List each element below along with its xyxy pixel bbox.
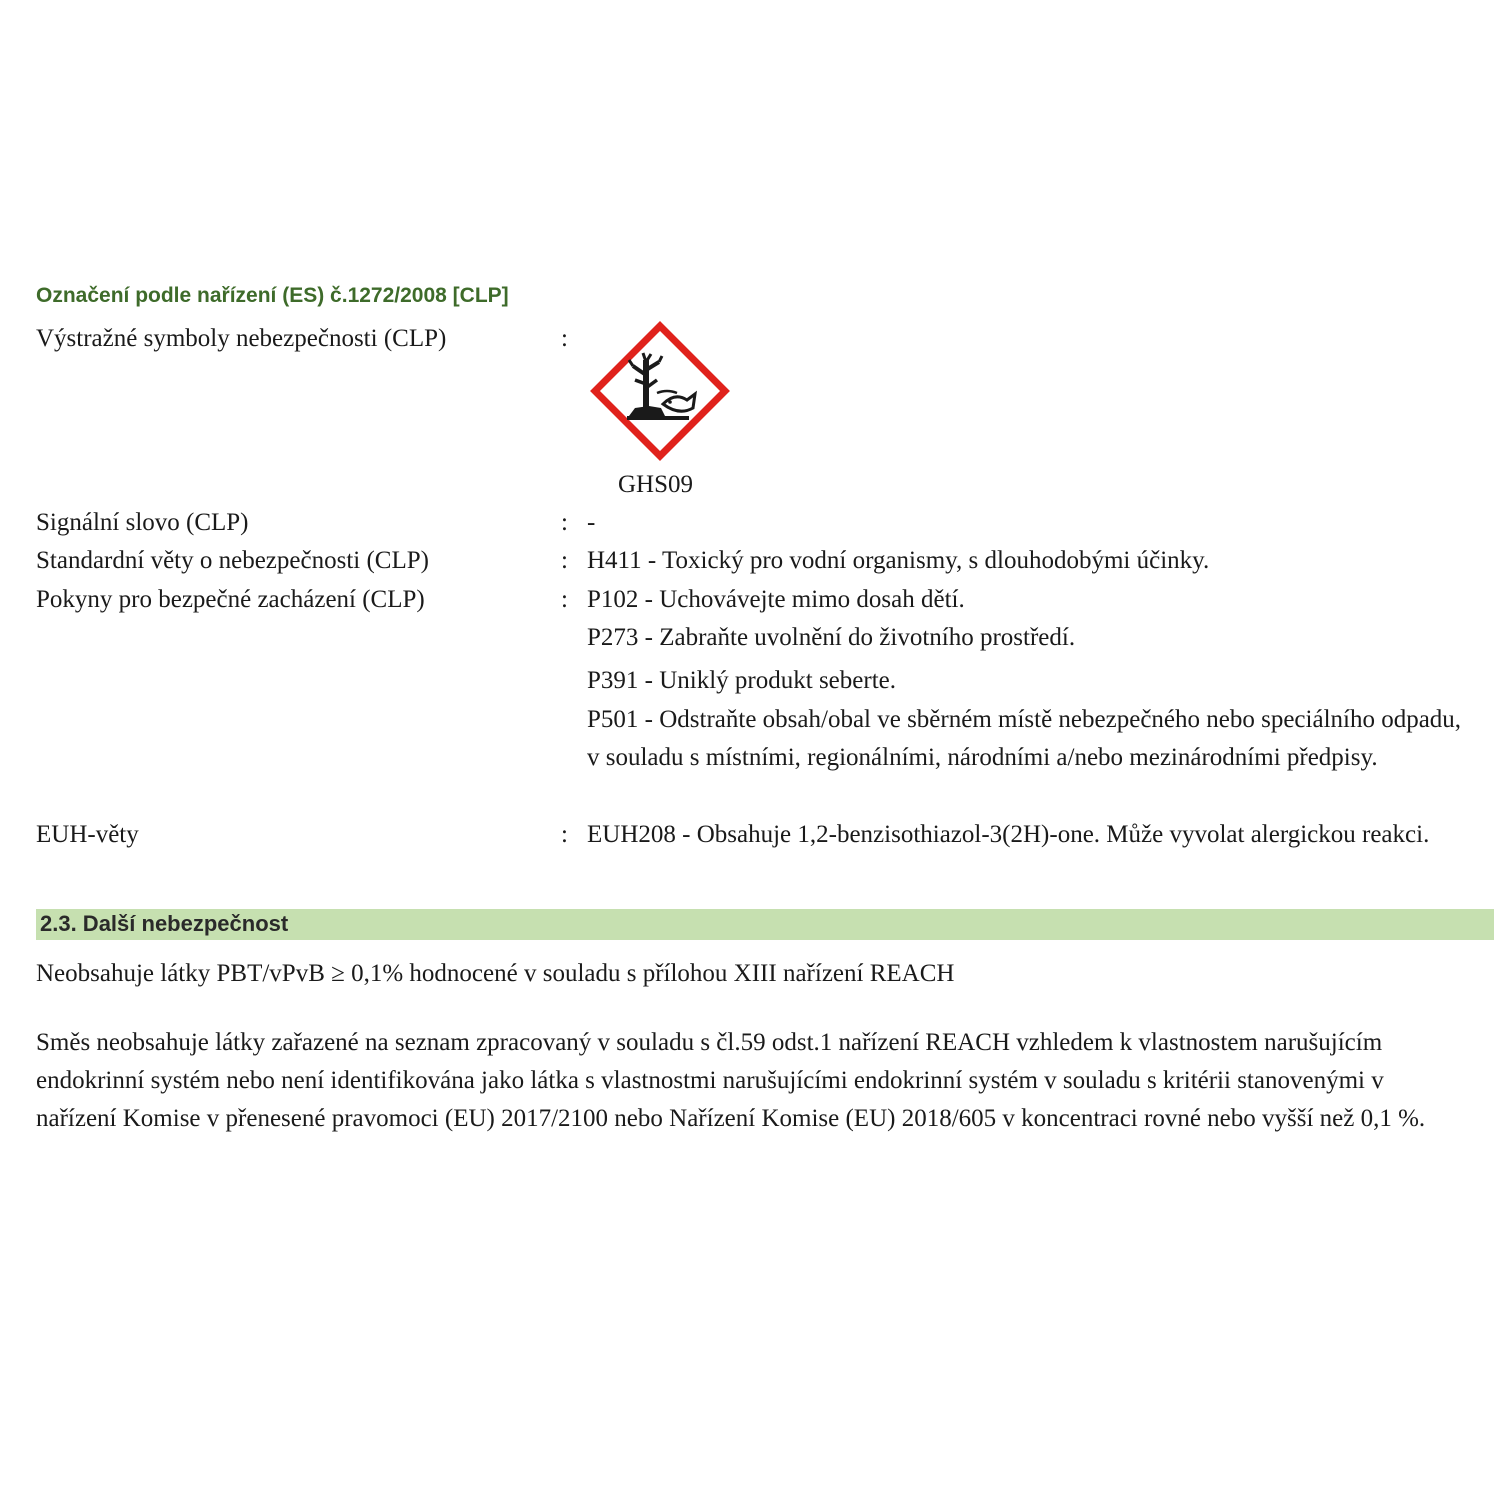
section-2-3-header: [36, 909, 1494, 940]
precautionary-statement-p102: P102 - Uchovávejte mimo dosah dětí.: [587, 586, 965, 613]
precautionary-statements-colon: :: [561, 586, 568, 613]
pictograms-label: Výstražné symboly nebezpečnosti (CLP): [36, 325, 447, 352]
hazard-statement-h411: H411 - Toxický pro vodní organismy, s dlouhodobými účinky.: [587, 547, 1210, 574]
clp-labeling-heading: Označení podle nařízení (ES) č.1272/2008 [CLP]: [36, 284, 509, 307]
signal-word-colon: :: [561, 509, 568, 536]
euh-statements-label: EUH-věty: [36, 821, 139, 848]
pictograms-colon: :: [561, 325, 568, 352]
precautionary-statement-p501: P501 - Odstraňte obsah/obal ve sběrném místě nebezpečného nebo speciálního odpadu, v souladu s místními, regionálními, národními a/nebo mezinárodními předpisy.: [587, 706, 1462, 771]
signal-word-value: -: [587, 509, 596, 536]
signal-word-label: Signální slovo (CLP): [36, 509, 249, 536]
hazard-statements-colon: :: [561, 547, 568, 574]
environment-hazard-icon: [589, 320, 731, 462]
pbt-vpvb-statement: Neobsahuje látky PBT/vPvB ≥ 0,1% hodnocené v souladu s přílohou XIII nařízení REACH: [36, 960, 955, 987]
precautionary-statement-p273: P273 - Zabraňte uvolnění do životního prostředí.: [587, 624, 1076, 651]
precautionary-statement-p391: P391 - Uniklý produkt seberte.: [587, 667, 896, 694]
hazard-statements-label: Standardní věty o nebezpečnosti (CLP): [36, 547, 429, 574]
euh-statements-colon: :: [561, 821, 568, 848]
euh-statement-euh208: EUH208 - Obsahuje 1,2-benzisothiazol-3(2H)-one. Může vyvolat alergickou reakci.: [587, 821, 1430, 848]
pictogram-code: GHS09: [618, 471, 694, 498]
section-2-3-title: 2.3. Další nebezpečnost: [40, 911, 289, 936]
endocrine-disruptor-statement: Směs neobsahuje látky zařazené na seznam zpracovaný v souladu s čl.59 odst.1 nařízení REACH vzhledem k vlastnostem narušujícím endokrinní systém nebo není identifikována jako látka s vlastnostmi narušujícími endokrinní systém v souladu s kritérii stanovenými v nařízení Komise v přenesené pravomoci (EU) 2017/2100 nebo Nařízení Komise (EU) 2018/605 v koncentraci rovné nebo vyšší než 0,1 %.: [36, 1029, 1426, 1132]
precautionary-statements-label: Pokyny pro bezpečné zacházení (CLP): [36, 586, 425, 613]
